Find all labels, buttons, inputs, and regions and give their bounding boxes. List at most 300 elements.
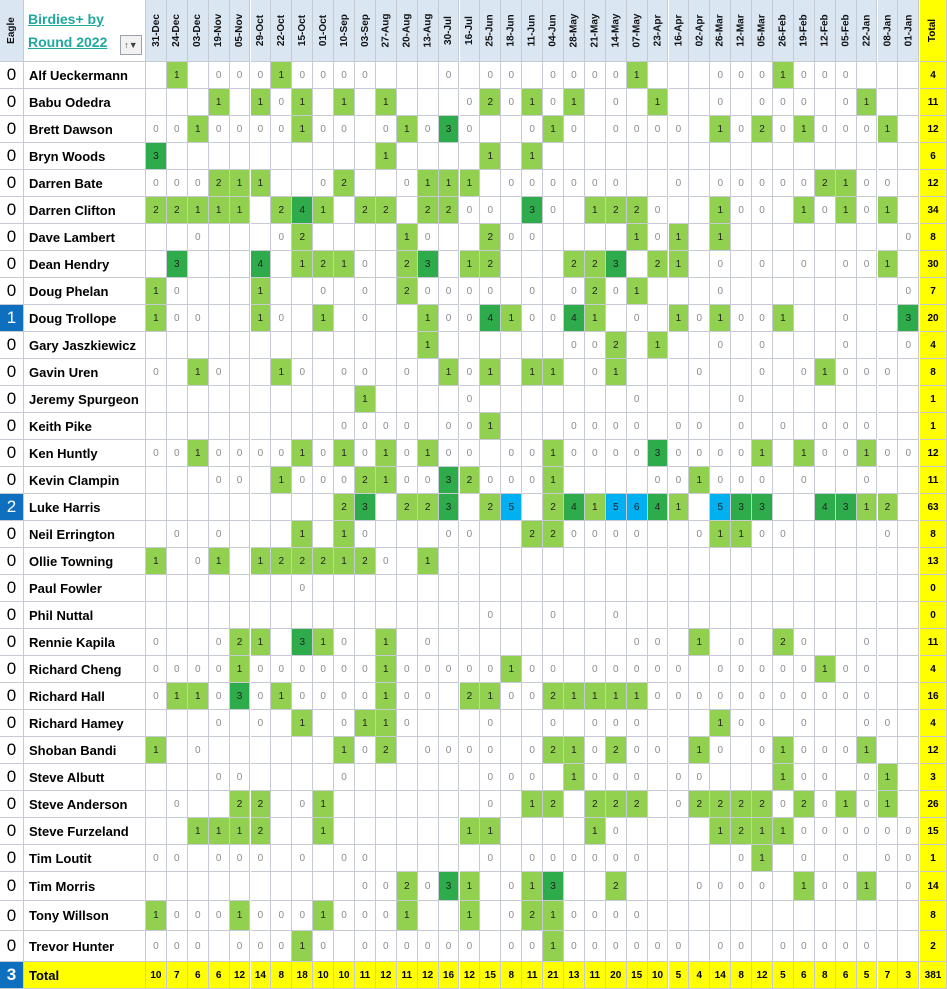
score-cell: 0	[710, 931, 731, 962]
score-cell: 0	[773, 170, 794, 197]
score-cell: 1	[376, 710, 397, 737]
player-name: Steve Albutt	[24, 764, 146, 791]
score-cell	[564, 872, 585, 901]
date-column-header	[271, 0, 292, 62]
score-cell	[543, 764, 564, 791]
score-cell: 0	[731, 931, 752, 962]
score-cell	[522, 629, 543, 656]
score-cell: 0	[564, 931, 585, 962]
score-cell: 0	[606, 602, 627, 629]
score-cell	[209, 413, 230, 440]
eagle-count: 0	[0, 629, 24, 656]
score-cell: 0	[230, 931, 251, 962]
score-cell: 0	[773, 683, 794, 710]
score-cell: 0	[146, 359, 167, 386]
score-cell: 2	[606, 737, 627, 764]
score-cell	[773, 548, 794, 575]
score-cell: 1	[480, 359, 501, 386]
score-cell	[188, 467, 209, 494]
date-header-label: 01-Jan	[902, 14, 914, 47]
player-name: Tim Loutit	[24, 845, 146, 872]
eagle-count: 2	[0, 494, 24, 521]
score-cell: 0	[355, 931, 376, 962]
score-cell: 0	[334, 764, 355, 791]
score-cell	[710, 548, 731, 575]
score-cell: 1	[501, 305, 522, 332]
score-cell: 1	[606, 359, 627, 386]
score-cell: 0	[334, 629, 355, 656]
score-cell: 0	[543, 710, 564, 737]
round-total: 6	[209, 962, 230, 989]
score-cell: 0	[167, 791, 188, 818]
eagle-count: 0	[0, 89, 24, 116]
eagle-count: 0	[0, 359, 24, 386]
score-cell	[188, 575, 209, 602]
player-name: Paul Fowler	[24, 575, 146, 602]
player-name: Dave Lambert	[24, 224, 146, 251]
score-cell: 0	[794, 467, 815, 494]
score-cell	[815, 710, 836, 737]
score-cell: 0	[230, 116, 251, 143]
score-cell	[878, 629, 899, 656]
eagle-count: 0	[0, 278, 24, 305]
round-total: 10	[648, 962, 669, 989]
score-cell: 0	[878, 710, 899, 737]
score-cell: 1	[376, 683, 397, 710]
score-cell: 1	[188, 359, 209, 386]
score-cell: 0	[397, 656, 418, 683]
score-cell: 0	[731, 413, 752, 440]
score-cell	[376, 251, 397, 278]
score-cell: 0	[773, 791, 794, 818]
score-cell: 1	[334, 251, 355, 278]
score-cell: 1	[522, 359, 543, 386]
score-cell	[376, 818, 397, 845]
score-cell	[689, 251, 710, 278]
score-cell: 4	[251, 251, 272, 278]
score-cell: 0	[689, 305, 710, 332]
score-cell: 0	[167, 170, 188, 197]
score-cell	[292, 872, 313, 901]
player-name: Gavin Uren	[24, 359, 146, 386]
score-cell: 1	[857, 89, 878, 116]
score-cell: 1	[710, 521, 731, 548]
score-cell	[271, 818, 292, 845]
score-cell: 0	[752, 251, 773, 278]
score-cell: 0	[251, 710, 272, 737]
score-cell	[460, 332, 481, 359]
score-cell: 0	[522, 224, 543, 251]
score-cell	[878, 305, 899, 332]
score-cell: 1	[564, 737, 585, 764]
score-cell	[857, 386, 878, 413]
score-cell	[669, 629, 690, 656]
score-cell: 1	[439, 359, 460, 386]
score-cell	[836, 602, 857, 629]
date-header-label: 26-Mar	[714, 14, 726, 47]
score-cell	[689, 386, 710, 413]
score-cell	[543, 818, 564, 845]
score-cell: 0	[627, 764, 648, 791]
score-cell: 0	[397, 359, 418, 386]
eagle-count: 0	[0, 413, 24, 440]
score-cell: 0	[397, 683, 418, 710]
score-cell: 1	[418, 305, 439, 332]
score-cell: 2	[418, 494, 439, 521]
score-cell	[230, 494, 251, 521]
score-cell: 0	[606, 278, 627, 305]
score-cell	[752, 224, 773, 251]
score-cell	[167, 359, 188, 386]
score-cell: 0	[836, 872, 857, 901]
score-cell: 1	[836, 197, 857, 224]
score-cell: 0	[522, 656, 543, 683]
score-cell: 2	[480, 224, 501, 251]
score-cell	[439, 386, 460, 413]
score-cell: 1	[752, 440, 773, 467]
score-cell: 1	[313, 818, 334, 845]
score-cell	[292, 278, 313, 305]
score-cell: 0	[627, 737, 648, 764]
score-cell: 2	[878, 494, 899, 521]
date-column-header	[731, 0, 752, 62]
score-cell: 0	[480, 62, 501, 89]
score-cell: 0	[836, 116, 857, 143]
player-total: 1	[920, 413, 947, 440]
eagle-count: 0	[0, 683, 24, 710]
score-cell	[376, 305, 397, 332]
score-cell	[292, 143, 313, 170]
score-cell	[710, 359, 731, 386]
score-cell	[480, 332, 501, 359]
score-cell: 1	[585, 494, 606, 521]
score-cell	[815, 521, 836, 548]
score-cell: 1	[731, 521, 752, 548]
score-cell	[815, 901, 836, 931]
score-cell	[606, 629, 627, 656]
score-cell	[543, 143, 564, 170]
score-cell: 1	[230, 818, 251, 845]
score-cell	[397, 62, 418, 89]
score-cell: 0	[857, 683, 878, 710]
player-total: 2	[920, 931, 947, 962]
score-cell	[480, 116, 501, 143]
score-cell	[627, 251, 648, 278]
score-cell	[878, 89, 899, 116]
score-cell: 1	[334, 89, 355, 116]
score-cell: 1	[418, 170, 439, 197]
score-cell: 1	[313, 791, 334, 818]
score-cell: 0	[355, 656, 376, 683]
score-cell	[836, 521, 857, 548]
score-cell	[209, 602, 230, 629]
eagle-count: 0	[0, 901, 24, 931]
date-header-label: 04-Jun	[547, 14, 559, 47]
score-cell: 2	[167, 197, 188, 224]
score-cell	[815, 602, 836, 629]
score-cell	[167, 872, 188, 901]
score-cell	[606, 143, 627, 170]
score-cell	[585, 629, 606, 656]
score-cell	[146, 89, 167, 116]
score-cell: 0	[397, 170, 418, 197]
score-cell: 0	[836, 413, 857, 440]
score-cell: 0	[836, 656, 857, 683]
score-cell	[355, 791, 376, 818]
score-cell: 0	[564, 440, 585, 467]
score-cell	[251, 359, 272, 386]
score-cell: 0	[460, 116, 481, 143]
score-cell	[898, 764, 919, 791]
score-cell: 0	[397, 710, 418, 737]
score-cell: 0	[606, 818, 627, 845]
score-cell	[522, 413, 543, 440]
score-cell: 0	[167, 116, 188, 143]
score-cell: 4	[564, 305, 585, 332]
score-cell	[773, 467, 794, 494]
score-cell	[271, 386, 292, 413]
date-column-header	[209, 0, 230, 62]
player-total: 15	[920, 818, 947, 845]
score-cell	[271, 737, 292, 764]
score-cell	[836, 901, 857, 931]
score-cell: 0	[752, 359, 773, 386]
score-cell	[731, 89, 752, 116]
score-cell: 0	[878, 818, 899, 845]
score-cell: 1	[271, 359, 292, 386]
score-cell	[773, 710, 794, 737]
score-cell: 0	[480, 737, 501, 764]
round-total: 12	[376, 962, 397, 989]
score-cell	[313, 845, 334, 872]
filter-sort-button[interactable]	[120, 35, 142, 55]
score-cell: 0	[731, 116, 752, 143]
date-header-label: 02-Apr	[693, 14, 705, 47]
score-cell: 0	[251, 931, 272, 962]
score-cell	[752, 629, 773, 656]
score-cell	[480, 872, 501, 901]
date-column-header	[313, 0, 334, 62]
score-cell: 0	[836, 89, 857, 116]
score-cell	[418, 602, 439, 629]
score-cell	[836, 278, 857, 305]
score-cell: 0	[209, 62, 230, 89]
score-cell	[501, 251, 522, 278]
score-cell: 0	[501, 62, 522, 89]
score-cell	[167, 224, 188, 251]
player-name: Tony Willson	[24, 901, 146, 931]
date-column-header	[397, 0, 418, 62]
date-header-label: 26-Feb	[777, 14, 789, 47]
score-cell	[543, 413, 564, 440]
score-cell: 1	[292, 440, 313, 467]
score-cell: 1	[648, 332, 669, 359]
score-cell: 0	[815, 197, 836, 224]
score-cell: 0	[564, 116, 585, 143]
score-cell: 3	[606, 251, 627, 278]
round-total: 10	[313, 962, 334, 989]
score-cell	[878, 602, 899, 629]
score-cell: 0	[857, 359, 878, 386]
score-cell: 0	[334, 467, 355, 494]
score-cell	[271, 332, 292, 359]
score-cell	[334, 197, 355, 224]
score-cell: 1	[188, 683, 209, 710]
score-cell	[689, 170, 710, 197]
score-cell	[167, 89, 188, 116]
score-cell	[794, 386, 815, 413]
date-header-label: 18-Jun	[505, 14, 517, 47]
score-cell	[271, 602, 292, 629]
score-cell: 0	[355, 278, 376, 305]
score-cell	[480, 521, 501, 548]
eagle-count: 1	[0, 305, 24, 332]
score-cell	[334, 602, 355, 629]
score-cell	[292, 764, 313, 791]
score-cell: 0	[731, 62, 752, 89]
player-name: Richard Hall	[24, 683, 146, 710]
score-cell: 2	[209, 170, 230, 197]
score-cell	[313, 764, 334, 791]
score-cell	[773, 845, 794, 872]
score-cell	[397, 521, 418, 548]
score-cell: 1	[815, 359, 836, 386]
player-total: 0	[920, 575, 947, 602]
score-cell	[209, 931, 230, 962]
score-cell	[878, 143, 899, 170]
player-name: Doug Trollope	[24, 305, 146, 332]
score-cell	[146, 818, 167, 845]
date-column-header	[606, 0, 627, 62]
score-cell: 1	[313, 305, 334, 332]
score-cell: 1	[460, 818, 481, 845]
score-cell	[397, 143, 418, 170]
score-cell	[292, 386, 313, 413]
score-cell	[418, 845, 439, 872]
score-cell	[501, 359, 522, 386]
score-cell	[146, 332, 167, 359]
score-cell: 0	[418, 224, 439, 251]
score-cell: 0	[397, 440, 418, 467]
score-cell	[731, 143, 752, 170]
score-cell	[669, 521, 690, 548]
score-cell: 1	[543, 116, 564, 143]
score-cell	[710, 143, 731, 170]
score-cell: 0	[794, 710, 815, 737]
score-cell	[731, 224, 752, 251]
score-cell	[898, 683, 919, 710]
score-cell: 0	[710, 656, 731, 683]
score-cell: 1	[146, 737, 167, 764]
score-cell	[188, 791, 209, 818]
score-cell	[439, 332, 460, 359]
date-column-header	[857, 0, 878, 62]
date-column-header	[773, 0, 794, 62]
score-cell: 1	[480, 143, 501, 170]
score-cell	[669, 737, 690, 764]
date-header-label: 03-Sep	[359, 14, 371, 47]
eagle-count: 0	[0, 845, 24, 872]
score-cell	[773, 278, 794, 305]
score-cell	[564, 548, 585, 575]
score-cell: 0	[585, 413, 606, 440]
player-name: Bryn Woods	[24, 143, 146, 170]
score-cell: 0	[313, 116, 334, 143]
score-cell	[669, 332, 690, 359]
score-cell: 3	[439, 467, 460, 494]
score-cell: 0	[543, 89, 564, 116]
score-cell	[439, 629, 460, 656]
score-cell	[752, 278, 773, 305]
score-cell: 0	[251, 683, 272, 710]
score-cell: 0	[836, 737, 857, 764]
round-total: 3	[898, 962, 919, 989]
score-cell: 1	[460, 872, 481, 901]
score-cell	[460, 710, 481, 737]
score-cell: 0	[585, 737, 606, 764]
score-cell	[689, 818, 710, 845]
score-cell: 1	[251, 629, 272, 656]
score-cell	[188, 710, 209, 737]
score-cell: 2	[292, 548, 313, 575]
score-cell: 0	[251, 440, 272, 467]
score-cell	[898, 386, 919, 413]
score-cell: 0	[355, 683, 376, 710]
score-cell: 1	[710, 224, 731, 251]
score-cell: 0	[710, 467, 731, 494]
score-cell	[501, 710, 522, 737]
grand-total: 381	[920, 962, 947, 989]
score-cell	[146, 521, 167, 548]
score-cell	[292, 332, 313, 359]
score-cell: 1	[710, 818, 731, 845]
score-cell: 0	[188, 170, 209, 197]
score-cell: 0	[836, 305, 857, 332]
score-cell: 1	[878, 116, 899, 143]
score-cell: 0	[271, 440, 292, 467]
score-cell	[460, 629, 481, 656]
score-cell	[585, 548, 606, 575]
eagle-header-label: Eagle	[6, 17, 17, 44]
score-cell	[878, 656, 899, 683]
score-cell	[543, 629, 564, 656]
score-cell: 2	[230, 629, 251, 656]
score-cell: 1	[627, 62, 648, 89]
score-cell: 0	[209, 683, 230, 710]
score-cell	[230, 89, 251, 116]
score-cell: 0	[627, 656, 648, 683]
score-cell	[543, 386, 564, 413]
score-cell: 0	[564, 845, 585, 872]
score-cell: 0	[439, 931, 460, 962]
score-cell: 0	[815, 116, 836, 143]
score-cell	[606, 575, 627, 602]
score-cell: 1	[857, 872, 878, 901]
score-cell: 0	[857, 931, 878, 962]
score-cell: 1	[564, 89, 585, 116]
score-cell	[230, 278, 251, 305]
score-cell: 0	[188, 901, 209, 931]
score-cell	[439, 602, 460, 629]
score-cell: 3	[543, 872, 564, 901]
score-cell: 1	[480, 818, 501, 845]
score-cell: 0	[606, 901, 627, 931]
score-cell: 1	[710, 305, 731, 332]
score-cell	[397, 197, 418, 224]
score-cell: 0	[857, 413, 878, 440]
score-cell: 0	[710, 251, 731, 278]
score-cell: 0	[648, 683, 669, 710]
